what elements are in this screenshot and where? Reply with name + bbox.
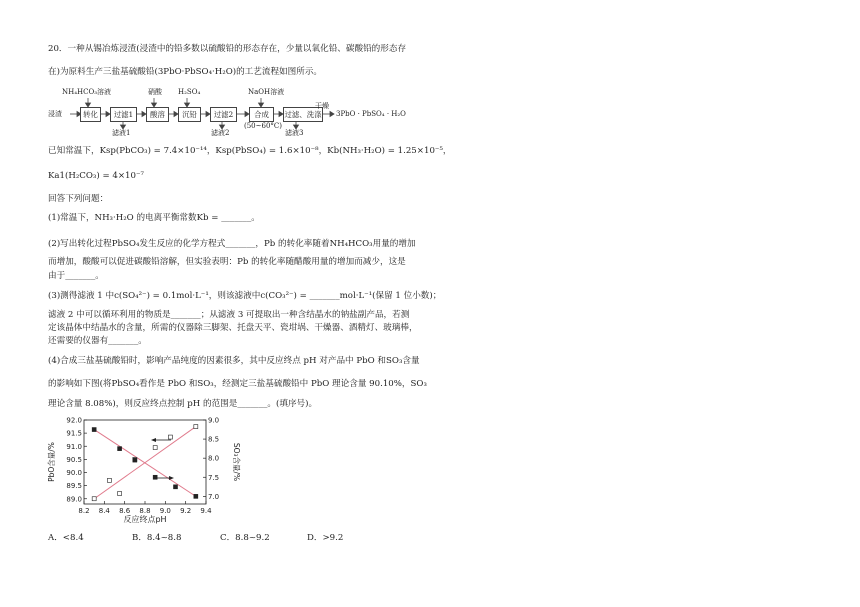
data-point (92, 497, 96, 501)
question-4-line-3: 理论含量 8.08%)，则反应终点控制 pH 的范围是_______。(填序号)。 (48, 399, 318, 409)
question-1: (1)常温下，NH₃·H₂O 的电离平衡常数Kb = _______。 (48, 213, 260, 223)
y-right-axis-label: SO₃含量/% (232, 442, 241, 482)
reagent-naoh: NaOH溶液 (248, 88, 285, 96)
data-point (153, 446, 157, 450)
y-right-tick-label: 8.0 (208, 454, 220, 463)
answer-prompt: 回答下列问题： (48, 194, 109, 204)
option-d[interactable]: D．>9.2 (307, 533, 344, 543)
step-filter-1: 过滤1 (110, 107, 137, 122)
y-right-tick-label: 9.0 (208, 416, 220, 425)
step-filter-wash: 过滤、洗涤 (283, 107, 323, 122)
y-left-tick-label: 89.0 (66, 495, 82, 504)
data-point (168, 435, 172, 439)
step-acid-dissolve: 酸溶 (146, 107, 169, 122)
y-left-tick-label: 90.0 (66, 469, 82, 477)
y-left-tick-label: 91.0 (66, 442, 82, 451)
reagent-nitric-acid: 硝酸 (148, 88, 162, 96)
y-right-tick-label: 7.0 (208, 492, 220, 501)
data-point (118, 492, 122, 496)
chart-lines (94, 427, 196, 499)
data-point (133, 458, 137, 462)
option-a[interactable]: A．<8.4 (48, 533, 84, 543)
question-line-2: 在)为原料生产三盐基硫酸铅(3PbO·PbSO₄·H₂O)的工艺流程如图所示。 (48, 67, 323, 77)
dry-label: 干燥 (315, 102, 329, 110)
y-left-tick-label: 91.5 (66, 429, 82, 438)
question-2-line-3: 由于_______。 (48, 271, 104, 281)
synthesis-temperature: (50~60°C) (244, 122, 282, 130)
trend-line-1 (94, 430, 196, 497)
filtrate-3: 滤液3 (285, 129, 304, 137)
x-tick-label: 9.2 (180, 507, 192, 515)
step-precipitate: 沉铅 (178, 107, 201, 122)
question-3-line-2: 滤液 2 中可以循环利用的物质是_______；从滤液 3 可提取出一种含结晶水的钠盐副产品，若测 (48, 310, 410, 320)
constants-line-2: Ka1(H₂CO₃) = 4×10⁻⁷ (48, 171, 144, 181)
final-product: 3PbO · PbSO₄ · H₂O (336, 110, 406, 118)
filtrate-2: 滤液2 (211, 129, 230, 137)
question-4-line-2: 的影响如下图(将PbSO₄看作是 PbO 和SO₃，经测定三盐基硫酸铅中 PbO 理论含量 90.10%，SO₃ (48, 379, 427, 389)
step-synthesis: 合成 (249, 107, 274, 122)
filtrate-1: 滤液1 (112, 129, 131, 137)
reagent-h2so4: H₂SO₄ (178, 88, 201, 96)
y-left-axis-label: PbO含量/% (47, 442, 56, 482)
constants-line-1: 已知常温下，Ksp(PbCO₃) = 7.4×10⁻¹⁴，Ksp(PbSO₄) = 1.6×10⁻⁸，Kb(NH₃·H₂O) = 1.25×10⁻⁵， (48, 146, 452, 156)
data-point (107, 478, 111, 482)
flow-start: 浸渣 (48, 110, 62, 118)
data-point (194, 425, 198, 429)
question-3-line-1: (3)测得滤液 1 中c(SO₄²⁻) = 0.1mol·L⁻¹，则该滤液中c(CO₃²⁻) = _______mol·L⁻¹(保留 1 位小数)； (48, 291, 442, 301)
data-point (194, 494, 198, 498)
question-2-line-1: (2)写出转化过程PbSO₄发生反应的化学方程式_______，Pb 的转化率随着NH₄HCO₃用量的增加 (48, 239, 416, 249)
x-tick-label: 8.4 (98, 507, 110, 515)
chart-labels (46, 417, 242, 525)
option-b[interactable]: B．8.4~8.8 (132, 533, 182, 543)
x-tick-label: 9.4 (200, 507, 212, 515)
x-tick-label: 8.6 (119, 507, 131, 515)
x-axis-label: 反应终点pH (123, 515, 167, 524)
x-tick-label: 8.2 (78, 507, 90, 515)
y-left-tick-label: 90.5 (66, 455, 82, 464)
y-right-tick-label: 7.5 (208, 473, 220, 482)
question-3-line-4: 还需要的仪器有_______。 (48, 336, 147, 346)
step-filter-2: 过滤2 (210, 107, 237, 122)
question-2-line-2: 而增加，酸酸可以促进碳酸铅溶解，但实验表明：Pb 的转化率随醋酸用量的增加而减少，这是 (48, 257, 406, 267)
data-point (153, 475, 157, 479)
step-conversion: 转化 (80, 107, 101, 122)
data-point (118, 447, 122, 451)
reagent-nh4hco3: NH₄HCO₃溶液 (62, 88, 112, 96)
x-tick-label: 8.8 (139, 507, 151, 515)
y-right-tick-label: 8.5 (208, 435, 220, 444)
x-tick-label: 9.0 (159, 507, 171, 515)
option-c[interactable]: C．8.8~9.2 (220, 533, 270, 543)
ph-content-chart (44, 412, 244, 532)
y-left-tick-label: 92.0 (66, 416, 82, 425)
left-axis-arrowhead (151, 438, 156, 442)
right-axis-arrowhead (169, 476, 174, 480)
question-line-1: 20．一种从锡冶炼浸渣(浸渣中的铅多数以硫酸铅的形态存在，少量以氧化铅、碳酸铅的形态存 (48, 44, 407, 54)
data-point (92, 428, 96, 432)
question-4-line-1: (4)合成三盐基硫酸铅时，影响产品纯度的因素很多，其中反应终点 pH 对产品中 PbO 和SO₃含量 (48, 356, 420, 366)
y-left-tick-label: 89.5 (66, 482, 82, 491)
question-3-line-3: 定该晶体中结晶水的含量，所需的仪器除三脚架、托盘天平、瓷坩埚、干燥器、酒精灯、玻璃棒， (48, 323, 418, 333)
data-point (174, 485, 178, 489)
